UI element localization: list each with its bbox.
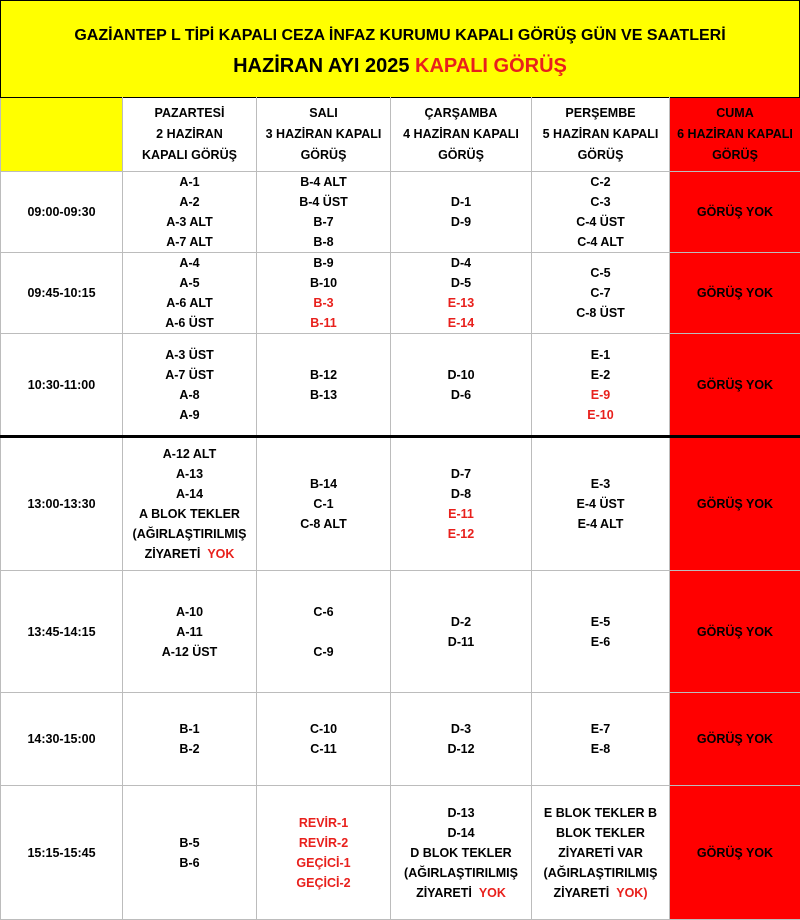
ward-entry-text: B-12 — [310, 368, 337, 382]
ward-entry — [391, 313, 531, 333]
ward-cell-wed — [391, 693, 532, 786]
no-visit-label: GÖRÜŞ YOK — [697, 205, 773, 219]
column-header-line: 4 HAZİRAN KAPALI — [391, 124, 531, 145]
column-header-thursday — [532, 98, 670, 172]
ward-entry — [123, 405, 256, 425]
column-header-line: SALI — [257, 103, 390, 124]
column-header-line: 3 HAZİRAN KAPALI — [257, 124, 390, 145]
ward-entry-text: C-7 — [590, 286, 610, 300]
ward-entry — [532, 494, 669, 514]
ward-cell-mon — [123, 786, 257, 920]
ward-cell-mon — [123, 437, 257, 571]
ward-entry-text: D-10 — [447, 368, 474, 382]
time-slot-row — [1, 437, 800, 571]
ward-entry — [532, 283, 669, 303]
ward-cell-thu — [532, 172, 670, 253]
ward-entry-text: A-3 ÜST — [165, 348, 214, 362]
ward-cell-thu — [532, 253, 670, 334]
ward-entry-text: ZİYARETİ — [416, 886, 472, 900]
time-slot-cell: 13:00-13:30 — [1, 437, 123, 571]
column-header-line: CUMA — [670, 103, 800, 124]
ward-entry-text: E-5 — [591, 615, 610, 629]
ward-entry-text: A-1 — [179, 175, 199, 189]
ward-entry-text: A-8 — [179, 388, 199, 402]
time-slot-cell: 10:30-11:00 — [1, 334, 123, 437]
ward-cell-tue — [257, 253, 391, 334]
ward-entry-text: (AĞIRLAŞTIRILMIŞ — [404, 866, 518, 880]
ward-entry-text — [322, 625, 325, 639]
ward-entry-text: (AĞIRLAŞTIRILMIŞ — [544, 866, 658, 880]
ward-cell-wed — [391, 571, 532, 693]
ward-entry-text: B-14 — [310, 477, 337, 491]
ward-entry — [257, 212, 390, 232]
friday-no-visit-cell — [670, 571, 800, 693]
ward-entry — [123, 739, 256, 759]
ward-cell-mon — [123, 334, 257, 437]
ward-entry — [257, 642, 390, 662]
ward-entry — [123, 602, 256, 622]
ward-cell-thu — [532, 437, 670, 571]
ward-entry — [123, 192, 256, 212]
ward-entry-text: E-9 — [591, 388, 610, 402]
ward-entry-text: B-2 — [179, 742, 199, 756]
ward-entry-text: C-10 — [310, 722, 337, 736]
ward-entry — [532, 172, 669, 192]
ward-entry — [123, 464, 256, 484]
ward-entry-text: C-8 ÜST — [576, 306, 625, 320]
ward-cell-wed — [391, 172, 532, 253]
ward-cell-mon — [123, 571, 257, 693]
ward-entry — [257, 602, 390, 622]
column-header-line: ÇARŞAMBA — [391, 103, 531, 124]
ward-entry-text: ZİYARETİ VAR — [558, 846, 643, 860]
ward-entry-text: D-12 — [447, 742, 474, 756]
ward-entry — [532, 405, 669, 425]
ward-entry-text: E-6 — [591, 635, 610, 649]
ward-entry — [257, 385, 390, 405]
ward-entry-text: D-13 — [447, 806, 474, 820]
time-slot-cell: 09:45-10:15 — [1, 253, 123, 334]
friday-no-visit-cell — [670, 253, 800, 334]
ward-entry — [391, 632, 531, 652]
ward-entry-text: D-5 — [451, 276, 471, 290]
ward-entry-text: GEÇİCİ-2 — [296, 876, 350, 890]
friday-no-visit-cell — [670, 786, 800, 920]
ward-entry-text: A-14 — [176, 487, 203, 501]
ward-entry — [123, 833, 256, 853]
ward-cell-thu — [532, 334, 670, 437]
ward-entry — [257, 172, 390, 192]
ward-entry — [257, 365, 390, 385]
ward-entry — [123, 253, 256, 273]
ward-entry — [391, 212, 531, 232]
ward-entry — [532, 803, 669, 823]
ward-entry-suffix: YOK — [479, 886, 506, 900]
time-slot-cell: 13:45-14:15 — [1, 571, 123, 693]
ward-entry — [257, 813, 390, 833]
ward-entry — [532, 612, 669, 632]
friday-no-visit-cell — [670, 334, 800, 437]
ward-entry — [257, 273, 390, 293]
ward-entry — [257, 494, 390, 514]
ward-entry — [391, 719, 531, 739]
ward-entry — [532, 474, 669, 494]
ward-entry-text: E-14 — [448, 316, 474, 330]
ward-entry — [123, 524, 256, 544]
ward-entry-text: B-9 — [313, 256, 333, 270]
ward-entry-text: E-7 — [591, 722, 610, 736]
ward-entry — [257, 853, 390, 873]
ward-entry-text: B-3 — [313, 296, 333, 310]
ward-entry — [391, 863, 531, 883]
ward-entry — [532, 212, 669, 232]
ward-entry — [532, 843, 669, 863]
ward-entry-text: A-4 — [179, 256, 199, 270]
ward-entry — [123, 622, 256, 642]
ward-entry — [123, 232, 256, 252]
no-visit-label: GÖRÜŞ YOK — [697, 497, 773, 511]
ward-entry-suffix: YOK) — [616, 886, 647, 900]
ward-entry — [257, 873, 390, 893]
time-slot-cell: 14:30-15:00 — [1, 693, 123, 786]
no-visit-label: GÖRÜŞ YOK — [697, 378, 773, 392]
ward-entry-text: A-7 ALT — [166, 235, 213, 249]
column-header-wednesday — [391, 98, 532, 172]
ward-entry-text: E-2 — [591, 368, 610, 382]
ward-entry — [532, 385, 669, 405]
ward-cell-wed — [391, 253, 532, 334]
ward-entry — [532, 632, 669, 652]
ward-entry — [391, 612, 531, 632]
ward-entry — [123, 642, 256, 662]
title-visit-type: KAPALI GÖRÜŞ — [415, 55, 567, 77]
ward-entry-text: A-9 — [179, 408, 199, 422]
ward-entry-text: A-5 — [179, 276, 199, 290]
ward-entry — [123, 172, 256, 192]
ward-entry-text: C-11 — [310, 742, 336, 756]
ward-entry-text: A-6 ALT — [166, 296, 213, 310]
ward-cell-thu — [532, 693, 670, 786]
ward-entry — [123, 853, 256, 873]
ward-cell-thu — [532, 571, 670, 693]
ward-entry-text: A-10 — [176, 605, 203, 619]
ward-entry — [257, 622, 390, 642]
ward-entry — [257, 719, 390, 739]
schedule-table — [0, 97, 800, 920]
friday-no-visit-cell — [670, 172, 800, 253]
ward-entry-text: D-2 — [451, 615, 471, 629]
ward-cell-thu — [532, 786, 670, 920]
time-slot-row — [1, 334, 800, 437]
ward-entry-text: (AĞIRLAŞTIRILMIŞ — [133, 527, 247, 541]
title-line-2 — [1, 55, 799, 78]
ward-entry-text: D-7 — [451, 467, 471, 481]
ward-entry-text: C-6 — [313, 605, 333, 619]
ward-entry — [391, 504, 531, 524]
time-slot-row — [1, 786, 800, 920]
ward-entry — [391, 823, 531, 843]
ward-entry-text: E-1 — [591, 348, 610, 362]
ward-entry-text: B-13 — [310, 388, 337, 402]
ward-entry-text: D-1 — [451, 195, 471, 209]
column-header-line: GÖRÜŞ — [391, 145, 531, 166]
ward-entry — [123, 365, 256, 385]
ward-entry-text: A-12 ALT — [163, 447, 216, 461]
ward-entry-text: C-1 — [313, 497, 333, 511]
ward-entry — [391, 883, 531, 903]
ward-cell-tue — [257, 571, 391, 693]
ward-entry-text: E BLOK TEKLER B — [544, 806, 657, 820]
column-header-line: 2 HAZİRAN — [123, 124, 256, 145]
column-header-line: PAZARTESİ — [123, 103, 256, 124]
ward-entry-text: B-5 — [179, 836, 199, 850]
ward-entry-text: D-8 — [451, 487, 471, 501]
ward-entry-text: B-4 ALT — [300, 175, 347, 189]
ward-entry-text: E-13 — [448, 296, 474, 310]
ward-entry-text: A-7 ÜST — [165, 368, 214, 382]
column-header-friday — [670, 98, 800, 172]
ward-entry-text: A-6 ÜST — [165, 316, 214, 330]
ward-entry — [391, 803, 531, 823]
ward-entry — [391, 739, 531, 759]
ward-entry-text: B-10 — [310, 276, 337, 290]
ward-entry — [257, 474, 390, 494]
ward-entry — [391, 843, 531, 863]
ward-cell-wed — [391, 334, 532, 437]
ward-entry-text: B-6 — [179, 856, 199, 870]
ward-cell-tue — [257, 786, 391, 920]
header-row — [1, 98, 800, 172]
ward-entry-text: D-14 — [447, 826, 474, 840]
ward-cell-mon — [123, 172, 257, 253]
ward-entry-text: E-11 — [448, 507, 474, 521]
ward-entry-text: B-11 — [310, 316, 336, 330]
ward-entry — [257, 313, 390, 333]
ward-entry — [391, 365, 531, 385]
ward-entry — [257, 293, 390, 313]
ward-entry — [532, 863, 669, 883]
ward-entry — [391, 192, 531, 212]
ward-entry-text: C-3 — [590, 195, 610, 209]
ward-entry — [123, 212, 256, 232]
ward-entry-text: BLOK TEKLER — [556, 826, 645, 840]
ward-entry-text: A BLOK TEKLER — [139, 507, 240, 521]
ward-entry-text: A-11 — [176, 625, 202, 639]
ward-entry — [532, 232, 669, 252]
ward-entry-text: C-4 ALT — [577, 235, 624, 249]
ward-entry-text: D-11 — [448, 635, 474, 649]
ward-entry — [257, 192, 390, 212]
ward-entry — [123, 345, 256, 365]
time-slot-row — [1, 253, 800, 334]
ward-cell-tue — [257, 693, 391, 786]
column-header-line: GÖRÜŞ — [532, 145, 669, 166]
column-header-line: KAPALI GÖRÜŞ — [123, 145, 256, 166]
ward-entry — [123, 484, 256, 504]
ward-entry-text: D-6 — [451, 388, 471, 402]
ward-entry — [532, 514, 669, 534]
no-visit-label: GÖRÜŞ YOK — [697, 286, 773, 300]
ward-entry-text: E-10 — [587, 408, 613, 422]
column-header-line: GÖRÜŞ — [670, 145, 800, 166]
ward-entry-text: E-8 — [591, 742, 610, 756]
time-slot-cell: 09:00-09:30 — [1, 172, 123, 253]
ward-entry-text: GEÇİCİ-1 — [296, 856, 350, 870]
column-header-line: 5 HAZİRAN KAPALI — [532, 124, 669, 145]
ward-entry — [532, 303, 669, 323]
ward-cell-mon — [123, 253, 257, 334]
title-month: HAZİRAN AYI 2025 — [233, 55, 409, 77]
ward-entry-text: REVİR-1 — [299, 816, 348, 830]
ward-cell-tue — [257, 437, 391, 571]
ward-entry-text: ZİYARETİ — [553, 886, 609, 900]
no-visit-label: GÖRÜŞ YOK — [697, 732, 773, 746]
ward-entry-text: C-5 — [590, 266, 610, 280]
friday-no-visit-cell — [670, 693, 800, 786]
ward-cell-mon — [123, 693, 257, 786]
ward-entry — [391, 253, 531, 273]
schedule-header — [0, 0, 800, 98]
column-header-monday — [123, 98, 257, 172]
ward-entry-text: ZİYARETİ — [145, 547, 201, 561]
ward-entry — [532, 739, 669, 759]
ward-entry — [123, 544, 256, 564]
column-header-line: 6 HAZİRAN KAPALI — [670, 124, 800, 145]
ward-entry-text: C-9 — [313, 645, 333, 659]
no-visit-label: GÖRÜŞ YOK — [697, 625, 773, 639]
ward-entry-text: A-13 — [176, 467, 203, 481]
ward-entry — [257, 514, 390, 534]
ward-entry — [123, 719, 256, 739]
ward-entry — [391, 484, 531, 504]
column-header-tuesday — [257, 98, 391, 172]
ward-cell-tue — [257, 334, 391, 437]
column-header-line: PERŞEMBE — [532, 103, 669, 124]
ward-entry — [257, 833, 390, 853]
ward-cell-tue — [257, 172, 391, 253]
ward-entry — [123, 273, 256, 293]
ward-entry — [123, 385, 256, 405]
ward-entry — [257, 232, 390, 252]
friday-no-visit-cell — [670, 437, 800, 571]
ward-entry — [123, 313, 256, 333]
ward-entry — [532, 192, 669, 212]
ward-entry-text: C-2 — [590, 175, 610, 189]
ward-entry-text: E-4 ÜST — [577, 497, 625, 511]
no-visit-label: GÖRÜŞ YOK — [697, 846, 773, 860]
ward-entry — [123, 504, 256, 524]
ward-entry — [532, 719, 669, 739]
ward-cell-wed — [391, 786, 532, 920]
ward-entry — [391, 464, 531, 484]
ward-entry-text: A-2 — [179, 195, 199, 209]
ward-entry — [391, 385, 531, 405]
corner-cell — [1, 98, 123, 172]
ward-entry — [391, 524, 531, 544]
ward-entry-text: C-8 ALT — [300, 517, 347, 531]
time-slot-row — [1, 571, 800, 693]
ward-entry — [532, 345, 669, 365]
ward-entry-text: E-12 — [448, 527, 474, 541]
ward-entry-text: B-8 — [313, 235, 333, 249]
ward-entry — [123, 293, 256, 313]
time-slot-row — [1, 172, 800, 253]
ward-entry — [532, 883, 669, 903]
ward-cell-wed — [391, 437, 532, 571]
time-slot-row — [1, 693, 800, 786]
ward-entry-text: D-3 — [451, 722, 471, 736]
ward-entry-text: B-1 — [179, 722, 199, 736]
time-slot-cell: 15:15-15:45 — [1, 786, 123, 920]
ward-entry — [532, 263, 669, 283]
ward-entry-text: D-4 — [451, 256, 471, 270]
ward-entry-text: B-7 — [313, 215, 333, 229]
ward-entry — [257, 253, 390, 273]
ward-entry — [257, 739, 390, 759]
title-line-1: GAZİANTEP L TİPİ KAPALI CEZA İNFAZ KURUMU KAPALI GÖRÜŞ GÜN VE SAATLERİ — [1, 27, 799, 45]
ward-entry-text: A-3 ALT — [166, 215, 213, 229]
ward-entry — [532, 365, 669, 385]
ward-entry — [123, 444, 256, 464]
ward-entry — [391, 273, 531, 293]
ward-entry — [532, 823, 669, 843]
ward-entry — [391, 293, 531, 313]
ward-entry-text: E-3 — [591, 477, 610, 491]
column-header-line: GÖRÜŞ — [257, 145, 390, 166]
ward-entry-text: REVİR-2 — [299, 836, 348, 850]
ward-entry-text: D-9 — [451, 215, 471, 229]
ward-entry-text: C-4 ÜST — [576, 215, 625, 229]
ward-entry-suffix: YOK — [207, 547, 234, 561]
ward-entry-text: E-4 ALT — [578, 517, 624, 531]
ward-entry-text: A-12 ÜST — [162, 645, 218, 659]
ward-entry-text: D BLOK TEKLER — [410, 846, 511, 860]
ward-entry-text: B-4 ÜST — [299, 195, 348, 209]
